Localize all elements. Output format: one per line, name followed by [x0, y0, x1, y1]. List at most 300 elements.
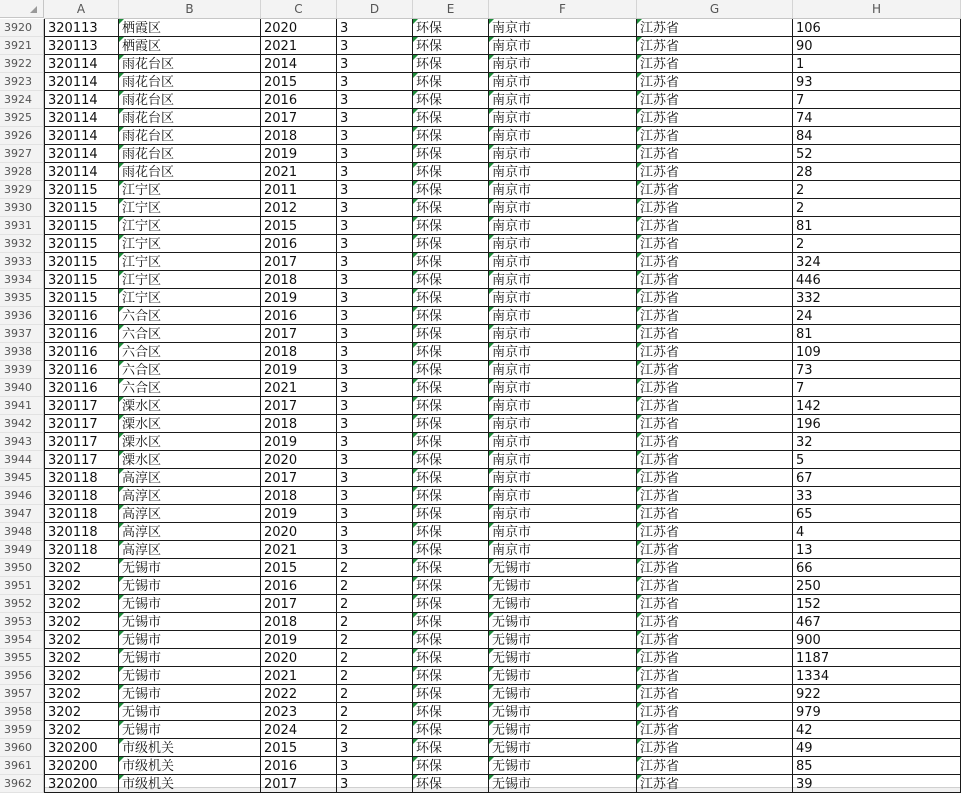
cell-f[interactable]: 南京市	[489, 325, 637, 343]
cell-h[interactable]: 66	[793, 559, 961, 577]
cell-c[interactable]: 2021	[261, 541, 337, 559]
row-header[interactable]: 3949	[0, 541, 44, 559]
cell-b[interactable]: 江宁区	[119, 181, 261, 199]
cell-c[interactable]: 2015	[261, 559, 337, 577]
row-header[interactable]: 3935	[0, 289, 44, 307]
cell-c[interactable]: 2019	[261, 433, 337, 451]
cell-a[interactable]: 320114	[44, 73, 119, 91]
cell-c[interactable]: 2016	[261, 307, 337, 325]
cell-g[interactable]: 江苏省	[637, 307, 793, 325]
cell-c[interactable]: 2018	[261, 613, 337, 631]
cell-a[interactable]: 320115	[44, 289, 119, 307]
cell-c[interactable]: 2019	[261, 289, 337, 307]
cell-e[interactable]: 环保	[413, 685, 489, 703]
column-header-d[interactable]: D	[337, 0, 413, 18]
column-header-h[interactable]: H	[793, 0, 961, 18]
cell-e[interactable]: 环保	[413, 523, 489, 541]
cell-e[interactable]: 环保	[413, 217, 489, 235]
cell-a[interactable]: 3202	[44, 613, 119, 631]
cell-f[interactable]: 无锡市	[489, 649, 637, 667]
cell-b[interactable]: 溧水区	[119, 415, 261, 433]
cell-d[interactable]: 2	[337, 577, 413, 595]
cell-c[interactable]: 2021	[261, 379, 337, 397]
cell-e[interactable]: 环保	[413, 649, 489, 667]
cell-d[interactable]: 3	[337, 199, 413, 217]
cell-h[interactable]: 106	[793, 19, 961, 37]
cell-b[interactable]: 六合区	[119, 361, 261, 379]
cell-c[interactable]: 2021	[261, 163, 337, 181]
cell-e[interactable]: 环保	[413, 631, 489, 649]
cell-b[interactable]: 六合区	[119, 343, 261, 361]
cell-b[interactable]: 高淳区	[119, 523, 261, 541]
cell-d[interactable]: 3	[337, 91, 413, 109]
row-header[interactable]: 3953	[0, 613, 44, 631]
cell-e[interactable]: 环保	[413, 505, 489, 523]
cell-a[interactable]: 320118	[44, 469, 119, 487]
row-header[interactable]: 3936	[0, 307, 44, 325]
cell-d[interactable]: 3	[337, 181, 413, 199]
cell-g[interactable]: 江苏省	[637, 343, 793, 361]
cell-a[interactable]: 320118	[44, 541, 119, 559]
cell-f[interactable]: 南京市	[489, 145, 637, 163]
cell-b[interactable]: 江宁区	[119, 217, 261, 235]
cell-c[interactable]: 2022	[261, 685, 337, 703]
cell-b[interactable]: 栖霞区	[119, 19, 261, 37]
cell-b[interactable]: 六合区	[119, 307, 261, 325]
cell-d[interactable]: 3	[337, 469, 413, 487]
row-header[interactable]: 3925	[0, 109, 44, 127]
row-header[interactable]: 3955	[0, 649, 44, 667]
cell-f[interactable]: 无锡市	[489, 667, 637, 685]
cell-f[interactable]: 南京市	[489, 523, 637, 541]
cell-g[interactable]: 江苏省	[637, 199, 793, 217]
cell-g[interactable]: 江苏省	[637, 163, 793, 181]
cell-f[interactable]: 南京市	[489, 433, 637, 451]
cell-b[interactable]: 高淳区	[119, 487, 261, 505]
cell-c[interactable]: 2019	[261, 145, 337, 163]
cell-b[interactable]: 溧水区	[119, 397, 261, 415]
cell-e[interactable]: 环保	[413, 415, 489, 433]
cell-d[interactable]: 3	[337, 163, 413, 181]
cell-a[interactable]: 320115	[44, 271, 119, 289]
cell-d[interactable]: 3	[337, 127, 413, 145]
row-header[interactable]: 3952	[0, 595, 44, 613]
row-header[interactable]: 3945	[0, 469, 44, 487]
row-header[interactable]: 3944	[0, 451, 44, 469]
cell-c[interactable]: 2017	[261, 397, 337, 415]
cell-b[interactable]: 雨花台区	[119, 55, 261, 73]
cell-g[interactable]: 江苏省	[637, 577, 793, 595]
cell-b[interactable]: 雨花台区	[119, 127, 261, 145]
cell-f[interactable]: 南京市	[489, 451, 637, 469]
cell-h[interactable]: 250	[793, 577, 961, 595]
cell-e[interactable]: 环保	[413, 253, 489, 271]
cell-g[interactable]: 江苏省	[637, 721, 793, 739]
cell-d[interactable]: 2	[337, 631, 413, 649]
cell-d[interactable]: 2	[337, 721, 413, 739]
cell-d[interactable]: 3	[337, 109, 413, 127]
cell-e[interactable]: 环保	[413, 433, 489, 451]
cell-f[interactable]: 无锡市	[489, 685, 637, 703]
cell-h[interactable]: 24	[793, 307, 961, 325]
cell-a[interactable]: 3202	[44, 667, 119, 685]
cell-c[interactable]: 2016	[261, 91, 337, 109]
cell-f[interactable]: 无锡市	[489, 577, 637, 595]
cell-h[interactable]: 446	[793, 271, 961, 289]
cell-g[interactable]: 江苏省	[637, 433, 793, 451]
cell-e[interactable]: 环保	[413, 73, 489, 91]
cell-b[interactable]: 雨花台区	[119, 109, 261, 127]
cell-f[interactable]: 南京市	[489, 379, 637, 397]
cell-d[interactable]: 3	[337, 397, 413, 415]
cell-f[interactable]: 无锡市	[489, 595, 637, 613]
row-header[interactable]: 3961	[0, 757, 44, 775]
row-header[interactable]: 3950	[0, 559, 44, 577]
cell-f[interactable]: 南京市	[489, 163, 637, 181]
row-header[interactable]: 3924	[0, 91, 44, 109]
cell-a[interactable]: 3202	[44, 649, 119, 667]
cell-e[interactable]: 环保	[413, 559, 489, 577]
cell-g[interactable]: 江苏省	[637, 397, 793, 415]
cell-d[interactable]: 3	[337, 235, 413, 253]
cell-h[interactable]: 90	[793, 37, 961, 55]
cell-d[interactable]: 3	[337, 253, 413, 271]
cell-b[interactable]: 无锡市	[119, 577, 261, 595]
cell-h[interactable]: 142	[793, 397, 961, 415]
cell-d[interactable]: 3	[337, 757, 413, 775]
cell-a[interactable]: 320115	[44, 217, 119, 235]
cell-e[interactable]: 环保	[413, 595, 489, 613]
cell-e[interactable]: 环保	[413, 325, 489, 343]
cell-b[interactable]: 高淳区	[119, 505, 261, 523]
column-header-f[interactable]: F	[489, 0, 637, 18]
cell-g[interactable]: 江苏省	[637, 289, 793, 307]
cell-b[interactable]: 江宁区	[119, 199, 261, 217]
cell-h[interactable]: 2	[793, 181, 961, 199]
cell-a[interactable]: 3202	[44, 685, 119, 703]
row-header[interactable]: 3923	[0, 73, 44, 91]
cell-b[interactable]: 溧水区	[119, 451, 261, 469]
row-header[interactable]: 3957	[0, 685, 44, 703]
row-header[interactable]: 3929	[0, 181, 44, 199]
cell-g[interactable]: 江苏省	[637, 469, 793, 487]
cell-c[interactable]: 2017	[261, 775, 337, 793]
cell-c[interactable]: 2018	[261, 271, 337, 289]
cell-b[interactable]: 栖霞区	[119, 37, 261, 55]
cell-d[interactable]: 3	[337, 55, 413, 73]
row-header[interactable]: 3946	[0, 487, 44, 505]
cell-e[interactable]: 环保	[413, 397, 489, 415]
cell-f[interactable]: 南京市	[489, 91, 637, 109]
cell-c[interactable]: 2020	[261, 649, 337, 667]
cell-f[interactable]: 无锡市	[489, 757, 637, 775]
cell-a[interactable]: 320115	[44, 235, 119, 253]
cell-h[interactable]: 81	[793, 325, 961, 343]
row-header[interactable]: 3920	[0, 19, 44, 37]
cell-h[interactable]: 152	[793, 595, 961, 613]
cell-e[interactable]: 环保	[413, 469, 489, 487]
cell-d[interactable]: 3	[337, 271, 413, 289]
cell-h[interactable]: 39	[793, 775, 961, 793]
cell-e[interactable]: 环保	[413, 703, 489, 721]
select-all-corner[interactable]	[0, 0, 44, 18]
cell-f[interactable]: 南京市	[489, 361, 637, 379]
cell-h[interactable]: 4	[793, 523, 961, 541]
cell-a[interactable]: 320117	[44, 451, 119, 469]
cell-d[interactable]: 3	[337, 433, 413, 451]
cell-a[interactable]: 320118	[44, 487, 119, 505]
cell-e[interactable]: 环保	[413, 235, 489, 253]
cell-c[interactable]: 2018	[261, 487, 337, 505]
cell-a[interactable]: 320117	[44, 397, 119, 415]
cell-g[interactable]: 江苏省	[637, 631, 793, 649]
cell-c[interactable]: 2016	[261, 757, 337, 775]
cell-a[interactable]: 320118	[44, 505, 119, 523]
cell-h[interactable]: 109	[793, 343, 961, 361]
cell-h[interactable]: 7	[793, 379, 961, 397]
cell-h[interactable]: 467	[793, 613, 961, 631]
cell-g[interactable]: 江苏省	[637, 235, 793, 253]
cell-a[interactable]: 320116	[44, 307, 119, 325]
cell-d[interactable]: 3	[337, 541, 413, 559]
cell-g[interactable]: 江苏省	[637, 73, 793, 91]
cell-a[interactable]: 320200	[44, 739, 119, 757]
cell-f[interactable]: 南京市	[489, 181, 637, 199]
cell-h[interactable]: 979	[793, 703, 961, 721]
cell-a[interactable]: 3202	[44, 631, 119, 649]
cell-b[interactable]: 高淳区	[119, 541, 261, 559]
cell-h[interactable]: 196	[793, 415, 961, 433]
cell-d[interactable]: 3	[337, 415, 413, 433]
cell-e[interactable]: 环保	[413, 667, 489, 685]
cell-g[interactable]: 江苏省	[637, 595, 793, 613]
cell-g[interactable]: 江苏省	[637, 145, 793, 163]
cell-d[interactable]: 2	[337, 613, 413, 631]
cell-f[interactable]: 南京市	[489, 487, 637, 505]
cell-b[interactable]: 无锡市	[119, 559, 261, 577]
row-header[interactable]: 3932	[0, 235, 44, 253]
cell-g[interactable]: 江苏省	[637, 613, 793, 631]
cell-g[interactable]: 江苏省	[637, 775, 793, 793]
row-header[interactable]: 3939	[0, 361, 44, 379]
cell-d[interactable]: 3	[337, 145, 413, 163]
column-header-g[interactable]: G	[637, 0, 793, 18]
cell-f[interactable]: 南京市	[489, 235, 637, 253]
row-header[interactable]: 3930	[0, 199, 44, 217]
cell-d[interactable]: 2	[337, 649, 413, 667]
cell-c[interactable]: 2016	[261, 577, 337, 595]
row-header[interactable]: 3962	[0, 775, 44, 793]
cell-g[interactable]: 江苏省	[637, 487, 793, 505]
cell-d[interactable]: 3	[337, 451, 413, 469]
cell-d[interactable]: 3	[337, 289, 413, 307]
cell-c[interactable]: 2015	[261, 217, 337, 235]
cell-c[interactable]: 2020	[261, 523, 337, 541]
cell-e[interactable]: 环保	[413, 721, 489, 739]
cell-e[interactable]: 环保	[413, 343, 489, 361]
cell-a[interactable]: 320114	[44, 145, 119, 163]
cell-d[interactable]: 3	[337, 379, 413, 397]
cell-c[interactable]: 2021	[261, 667, 337, 685]
cell-a[interactable]: 320113	[44, 37, 119, 55]
cell-c[interactable]: 2015	[261, 73, 337, 91]
cell-h[interactable]: 84	[793, 127, 961, 145]
cell-g[interactable]: 江苏省	[637, 703, 793, 721]
cell-b[interactable]: 无锡市	[119, 703, 261, 721]
cell-e[interactable]: 环保	[413, 145, 489, 163]
cell-d[interactable]: 3	[337, 505, 413, 523]
cell-b[interactable]: 无锡市	[119, 631, 261, 649]
cell-e[interactable]: 环保	[413, 541, 489, 559]
cell-e[interactable]: 环保	[413, 163, 489, 181]
cell-h[interactable]: 85	[793, 757, 961, 775]
cell-e[interactable]: 环保	[413, 55, 489, 73]
cell-a[interactable]: 3202	[44, 559, 119, 577]
cell-c[interactable]: 2017	[261, 469, 337, 487]
cell-a[interactable]: 3202	[44, 595, 119, 613]
cell-e[interactable]: 环保	[413, 91, 489, 109]
cell-a[interactable]: 320114	[44, 91, 119, 109]
column-header-e[interactable]: E	[413, 0, 489, 18]
cell-d[interactable]: 3	[337, 361, 413, 379]
cell-d[interactable]: 2	[337, 559, 413, 577]
row-header[interactable]: 3959	[0, 721, 44, 739]
cell-e[interactable]: 环保	[413, 379, 489, 397]
cell-g[interactable]: 江苏省	[637, 19, 793, 37]
cell-g[interactable]: 江苏省	[637, 37, 793, 55]
row-header[interactable]: 3937	[0, 325, 44, 343]
cell-b[interactable]: 雨花台区	[119, 163, 261, 181]
cell-a[interactable]: 320115	[44, 181, 119, 199]
cell-e[interactable]: 环保	[413, 37, 489, 55]
cell-g[interactable]: 江苏省	[637, 181, 793, 199]
cell-e[interactable]: 环保	[413, 289, 489, 307]
cell-h[interactable]: 900	[793, 631, 961, 649]
cell-d[interactable]: 3	[337, 343, 413, 361]
cell-h[interactable]: 73	[793, 361, 961, 379]
cell-h[interactable]: 65	[793, 505, 961, 523]
cell-d[interactable]: 3	[337, 19, 413, 37]
cell-e[interactable]: 环保	[413, 127, 489, 145]
cell-c[interactable]: 2017	[261, 109, 337, 127]
cell-d[interactable]: 3	[337, 523, 413, 541]
cell-a[interactable]: 3202	[44, 721, 119, 739]
cell-h[interactable]: 324	[793, 253, 961, 271]
row-header[interactable]: 3954	[0, 631, 44, 649]
cell-b[interactable]: 雨花台区	[119, 91, 261, 109]
cell-g[interactable]: 江苏省	[637, 685, 793, 703]
cell-a[interactable]: 320116	[44, 379, 119, 397]
cell-g[interactable]: 江苏省	[637, 523, 793, 541]
cell-h[interactable]: 1187	[793, 649, 961, 667]
cell-b[interactable]: 江宁区	[119, 289, 261, 307]
cell-a[interactable]: 320114	[44, 127, 119, 145]
cell-h[interactable]: 52	[793, 145, 961, 163]
cell-g[interactable]: 江苏省	[637, 217, 793, 235]
cell-a[interactable]: 320115	[44, 253, 119, 271]
cell-h[interactable]: 922	[793, 685, 961, 703]
row-header[interactable]: 3948	[0, 523, 44, 541]
cell-b[interactable]: 六合区	[119, 325, 261, 343]
cell-f[interactable]: 无锡市	[489, 613, 637, 631]
cell-c[interactable]: 2018	[261, 415, 337, 433]
cell-c[interactable]: 2016	[261, 235, 337, 253]
cell-g[interactable]: 江苏省	[637, 505, 793, 523]
cell-b[interactable]: 无锡市	[119, 649, 261, 667]
row-header[interactable]: 3922	[0, 55, 44, 73]
cell-h[interactable]: 2	[793, 235, 961, 253]
row-header[interactable]: 3921	[0, 37, 44, 55]
cell-h[interactable]: 33	[793, 487, 961, 505]
cell-d[interactable]: 2	[337, 667, 413, 685]
cell-g[interactable]: 江苏省	[637, 757, 793, 775]
row-header[interactable]: 3926	[0, 127, 44, 145]
cell-f[interactable]: 无锡市	[489, 775, 637, 793]
cell-h[interactable]: 7	[793, 91, 961, 109]
cell-f[interactable]: 南京市	[489, 37, 637, 55]
cell-d[interactable]: 3	[337, 775, 413, 793]
cell-f[interactable]: 南京市	[489, 19, 637, 37]
row-header[interactable]: 3927	[0, 145, 44, 163]
column-header-b[interactable]: B	[119, 0, 261, 18]
cell-d[interactable]: 2	[337, 685, 413, 703]
cell-a[interactable]: 320117	[44, 433, 119, 451]
cell-f[interactable]: 南京市	[489, 289, 637, 307]
cell-d[interactable]: 3	[337, 217, 413, 235]
cell-g[interactable]: 江苏省	[637, 271, 793, 289]
cell-h[interactable]: 67	[793, 469, 961, 487]
cell-f[interactable]: 无锡市	[489, 703, 637, 721]
cell-g[interactable]: 江苏省	[637, 541, 793, 559]
cell-h[interactable]: 2	[793, 199, 961, 217]
cell-b[interactable]: 雨花台区	[119, 73, 261, 91]
cell-e[interactable]: 环保	[413, 757, 489, 775]
cell-d[interactable]: 3	[337, 307, 413, 325]
cell-f[interactable]: 南京市	[489, 415, 637, 433]
cell-b[interactable]: 无锡市	[119, 721, 261, 739]
cell-b[interactable]: 市级机关	[119, 739, 261, 757]
cell-e[interactable]: 环保	[413, 307, 489, 325]
cell-d[interactable]: 3	[337, 739, 413, 757]
column-header-a[interactable]: A	[44, 0, 119, 18]
cell-e[interactable]: 环保	[413, 613, 489, 631]
row-header[interactable]: 3960	[0, 739, 44, 757]
row-header[interactable]: 3947	[0, 505, 44, 523]
cell-h[interactable]: 32	[793, 433, 961, 451]
row-header[interactable]: 3942	[0, 415, 44, 433]
cell-e[interactable]: 环保	[413, 487, 489, 505]
cell-e[interactable]: 环保	[413, 361, 489, 379]
cell-c[interactable]: 2020	[261, 19, 337, 37]
cell-e[interactable]: 环保	[413, 739, 489, 757]
cell-f[interactable]: 南京市	[489, 73, 637, 91]
cell-b[interactable]: 江宁区	[119, 253, 261, 271]
cell-e[interactable]: 环保	[413, 181, 489, 199]
cell-b[interactable]: 无锡市	[119, 685, 261, 703]
cell-a[interactable]: 320116	[44, 361, 119, 379]
cell-b[interactable]: 市级机关	[119, 757, 261, 775]
cell-a[interactable]: 320114	[44, 109, 119, 127]
cell-f[interactable]: 无锡市	[489, 739, 637, 757]
cell-f[interactable]: 南京市	[489, 271, 637, 289]
cell-a[interactable]: 320113	[44, 19, 119, 37]
cell-f[interactable]: 无锡市	[489, 559, 637, 577]
cell-g[interactable]: 江苏省	[637, 127, 793, 145]
cell-c[interactable]: 2019	[261, 505, 337, 523]
cell-b[interactable]: 溧水区	[119, 433, 261, 451]
cell-c[interactable]: 2024	[261, 721, 337, 739]
cell-e[interactable]: 环保	[413, 451, 489, 469]
